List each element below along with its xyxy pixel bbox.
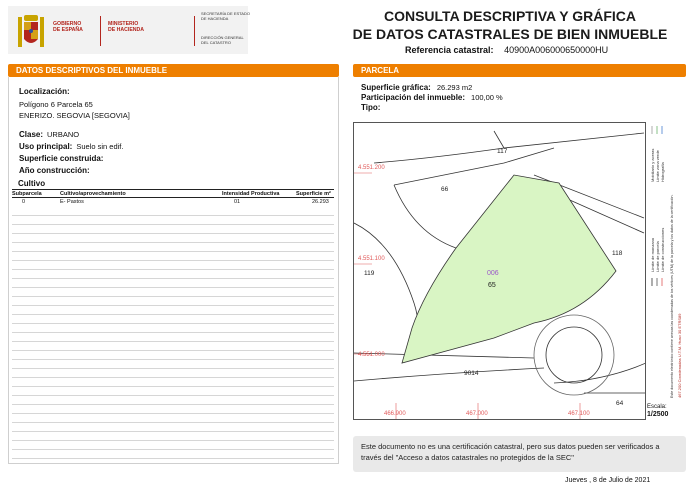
legend-item: Límite de manzana xyxy=(650,237,655,272)
direccion-label: DIRECCIÓN GENERAL DEL CATASTRO xyxy=(201,35,244,45)
map-drawing xyxy=(354,123,646,420)
cultivo-table-header xyxy=(12,189,334,198)
superficie-grafica-field: Superficie gráfica: 26.293 m2 xyxy=(361,83,473,92)
col-intensidad: Intensidad Productiva xyxy=(222,191,280,197)
ref-label: Referencia catastral: xyxy=(405,45,494,55)
table-row: 0 E- Pastos 01 26.293 xyxy=(22,199,329,205)
legend-item: Límite de parcela xyxy=(655,241,660,272)
page-title: CONSULTA DESCRIPTIVA Y GRÁFICA DE DATOS CATASTRALES DE BIEN INMUEBLE xyxy=(352,8,668,42)
participacion-field: Participación del inmueble: 100,00 % xyxy=(361,93,503,102)
tipo-field: Tipo: xyxy=(361,103,381,112)
legend-item: Hidrografía xyxy=(660,162,665,182)
map-legend xyxy=(645,122,687,420)
cultivo-empty-rows xyxy=(12,207,334,461)
highlighted-parcel xyxy=(402,175,616,363)
uso-principal-field: Uso principal: Suelo sin edif. xyxy=(19,142,124,151)
legend-note: Este documento electrónico contiene anexas las coordenadas de los vértices (UTM) de la parcela y los datos de la certificación. xyxy=(670,194,674,398)
referencia-catastral xyxy=(405,45,608,55)
legend-item: Límite de construcciones xyxy=(660,227,665,272)
coord-label: 467.100 xyxy=(568,411,590,417)
clase-field: Clase: URBANO xyxy=(19,130,80,139)
header-divider xyxy=(100,16,101,46)
secretaria-label: SECRETARÍA DE ESTADO DE HACIENDA xyxy=(201,11,250,21)
header-divider xyxy=(194,16,195,46)
col-subparcela: Subparcela xyxy=(12,191,42,197)
anio-construccion-field: Año construcción: xyxy=(19,166,90,175)
localizacion-line-1: Polígono 6 Parcela 65 xyxy=(19,100,93,109)
coord-label: 4.551.100 xyxy=(358,256,385,262)
coord-label: 4.551.000 xyxy=(358,352,385,358)
parcel-label: 117 xyxy=(497,148,508,155)
col-superficie: Superficie m² xyxy=(296,191,331,197)
localizacion-label: Localización: xyxy=(19,87,70,96)
highlight-number: 65 xyxy=(488,282,496,289)
cultivo-title: Cultivo xyxy=(18,179,46,188)
superficie-construida-field: Superficie construida: xyxy=(19,154,104,163)
parcel-label: 64 xyxy=(616,400,624,407)
parcel-label: 118 xyxy=(612,250,623,257)
disclaimer-note: Este documento no es una certificación catastral, pero sus datos pueden ser verificados a través del "Acceso a datos catastrales no protegidos de la SEC" xyxy=(353,436,686,472)
ministry-label: MINISTERIO DE HACIENDA xyxy=(108,21,145,33)
parcel-label: 66 xyxy=(441,186,449,193)
government-header xyxy=(8,6,248,54)
legend-item: Límite zona verde xyxy=(655,150,660,182)
map-scale: Escala: 1/2500 xyxy=(647,404,669,418)
section-bar-descriptivos: DATOS DESCRIPTIVOS DEL INMUEBLE xyxy=(8,64,339,77)
section-bar-parcela: PARCELA xyxy=(353,64,686,77)
ref-value: 40900A006000650000HU xyxy=(504,45,609,55)
parcel-label: 119 xyxy=(364,270,375,277)
coat-of-arms-icon xyxy=(16,13,46,51)
footer-date: Jueves , 8 de Julio de 2021 xyxy=(565,477,651,484)
coord-label: 466.900 xyxy=(384,411,406,417)
parcel-label: 9014 xyxy=(464,370,479,377)
government-label: GOBIERNO DE ESPAÑA xyxy=(53,21,83,33)
legend-coord-system: 467.200 Coordenadas U.T.M. Huso 30 ETRS89 xyxy=(677,313,682,398)
coord-label: 467.000 xyxy=(466,411,488,417)
col-cultivo: Cultivo/aprovechamiento xyxy=(60,191,126,197)
cadastral-map[interactable] xyxy=(353,122,687,420)
legend-item: Mobiliario y aceras xyxy=(650,148,655,182)
localizacion-line-2: ENERIZO. SEGOVIA [SEGOVIA] xyxy=(19,111,130,120)
coord-label: 4.551.200 xyxy=(358,165,385,171)
highlight-code: 006 xyxy=(487,270,499,277)
legend-drawing xyxy=(646,122,688,402)
